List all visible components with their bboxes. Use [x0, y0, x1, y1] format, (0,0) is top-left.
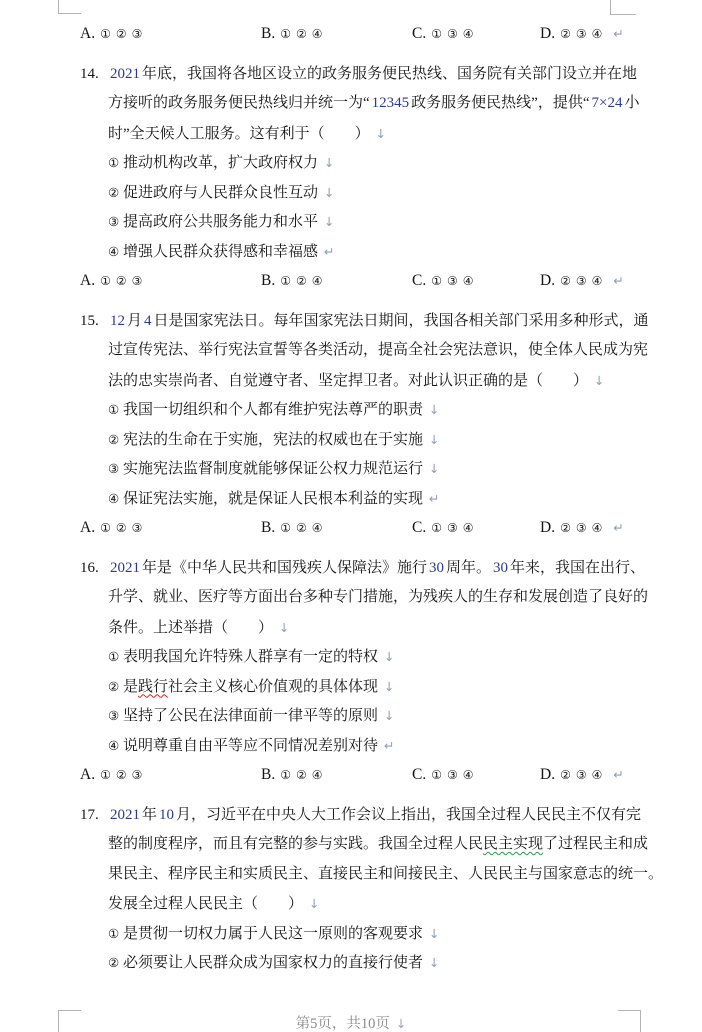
answer-choice-c — [412, 19, 540, 50]
stem-text: 法的忠实崇尚者、自觉遵守者、坚定捍卫者。对此认识正确的是（ ） — [108, 372, 589, 389]
choice-letter: D. — [540, 272, 556, 289]
answer-choice-c — [412, 513, 540, 544]
option-line — [108, 237, 625, 267]
answer-choice-c — [412, 266, 540, 297]
question-number: 14. — [80, 65, 99, 82]
option-text: ② 是践行社会主义核心价值观的具体体现 — [108, 678, 379, 695]
answer-choice-d — [540, 513, 625, 544]
option-line — [108, 395, 625, 425]
choice-letter: D. — [540, 766, 556, 783]
choice-numbers: ①③④ — [431, 274, 479, 288]
stem-line: 2021 年是《中华人民共和国残疾人保障法》施行 30 周年。 30 年来，我国在出行、 — [110, 559, 646, 576]
line-break-mark: ↓ — [428, 461, 440, 476]
page-number-text: 第5页，共10页 — [295, 1016, 390, 1032]
paragraph-mark: ↵ — [613, 520, 624, 535]
line-break-mark: ↓ — [383, 649, 395, 664]
page-footer — [0, 1014, 702, 1032]
line-break-mark: ↓ — [375, 125, 387, 141]
choice-numbers: ①②④ — [280, 27, 328, 41]
answer-row-q16 — [80, 760, 625, 790]
answer-choice-a — [80, 760, 261, 791]
stem-line: 2021 年 10 月，习近平在中央人大工作会议上指出，我国全过程人民民主不仅有完 — [110, 806, 642, 823]
stem-line — [108, 119, 625, 149]
answer-choice-b — [261, 266, 412, 297]
option-line — [108, 701, 625, 731]
choice-letter: B. — [261, 519, 276, 536]
answer-choice-a — [80, 266, 261, 297]
answer-choice-b — [261, 513, 412, 544]
choice-letter: A. — [80, 272, 96, 289]
answer-row-q15 — [80, 513, 625, 543]
question-17 — [80, 801, 664, 978]
answer-row-q14 — [80, 266, 625, 296]
choice-numbers: ②③④ — [560, 768, 608, 782]
choice-letter: A. — [80, 519, 96, 536]
option-line — [108, 207, 625, 237]
line-break-mark: ↓ — [395, 1016, 407, 1031]
option-line — [108, 454, 625, 484]
answer-choice-a — [80, 19, 261, 50]
option-text: ③ 提高政府公共服务能力和水平 — [108, 214, 318, 230]
option-text: ② 促进政府与人民群众良性互动 — [108, 184, 318, 201]
paragraph-mark: ↵ — [383, 737, 395, 753]
answer-choice-a — [80, 513, 261, 544]
paragraph-mark: ↵ — [428, 490, 440, 506]
paragraph-mark: ↵ — [613, 273, 624, 288]
choice-numbers: ①②③ — [100, 521, 148, 535]
question-14 — [80, 60, 640, 296]
option-text: ① 是贯彻一切权力属于人民这一原则的客观要求 — [108, 925, 423, 942]
option-text: ④ 保证宪法实施，就是保证人民根本利益的实现 — [108, 490, 423, 507]
line-break-mark: ↓ — [309, 896, 320, 911]
stem-line: 升学、就业、医疗等方面出台多种专门措施，为残疾人的生存和发展创造了良好的 — [108, 589, 649, 605]
question-number: 16. — [80, 559, 99, 576]
choice-numbers: ①②③ — [100, 274, 148, 288]
choice-numbers: ①②③ — [100, 27, 148, 41]
line-break-mark: ↓ — [428, 925, 440, 941]
stem-text: 时”全天候人工服务。这有利于（ ） — [108, 125, 370, 142]
choice-letter: A. — [80, 766, 96, 783]
choice-letter: C. — [412, 25, 427, 42]
option-line — [108, 148, 625, 178]
stem-text: 条件。上述举措（ ） — [108, 619, 274, 636]
line-break-mark: ↓ — [594, 372, 605, 388]
answer-choice-d — [540, 266, 625, 297]
crop-mark-top-right — [610, 0, 636, 15]
choice-letter: D. — [540, 25, 556, 42]
page-content — [80, 0, 664, 978]
option-line — [108, 731, 625, 761]
line-break-mark: ↓ — [323, 184, 335, 200]
question-number: 15. — [80, 312, 99, 329]
choice-letter: C. — [412, 766, 427, 783]
choice-numbers: ①③④ — [431, 27, 479, 41]
option-text: ④ 增强人民群众获得感和幸福感 — [108, 243, 318, 260]
choice-letter: B. — [261, 272, 276, 289]
option-text: ④ 说明尊重自由平等应不同情况差别对待 — [108, 737, 378, 754]
paragraph-mark: ↵ — [323, 243, 335, 259]
question-15 — [80, 307, 649, 543]
choice-numbers: ①②④ — [280, 768, 328, 782]
option-text: ① 推动机构改革，扩大政府权力 — [108, 155, 318, 171]
paragraph-mark: ↵ — [613, 26, 624, 41]
choice-letter: D. — [540, 519, 556, 536]
option-text: ③ 实施宪法监督制度就能够保证公权力规范运行 — [108, 461, 423, 477]
stem-line — [108, 366, 625, 396]
line-break-mark: ↓ — [384, 678, 395, 694]
choice-letter: C. — [412, 519, 427, 536]
answer-choice-d — [540, 19, 625, 50]
option-line — [108, 642, 625, 672]
option-line — [108, 178, 625, 208]
choice-numbers: ②③④ — [560, 274, 608, 288]
choice-letter: B. — [261, 766, 276, 783]
question-number: 17. — [80, 806, 99, 823]
stem-line — [108, 889, 625, 919]
option-line — [108, 484, 625, 514]
option-text: ② 必须要让人民群众成为国家权力的直接行使者 — [108, 955, 423, 971]
line-break-mark: ↓ — [428, 955, 440, 970]
paragraph-mark: ↵ — [613, 767, 624, 782]
stem-line: 12 月 4 日是国家宪法日。每年国家宪法日期间，我国各相关部门采用多种形式，通 — [110, 312, 649, 329]
line-break-mark: ↓ — [428, 431, 440, 447]
choice-letter: C. — [412, 272, 427, 289]
answer-choice-b — [261, 760, 412, 791]
choice-numbers: ①②③ — [100, 768, 148, 782]
stem-line: 整的制度程序，而且有完整的参与实践。我国全过程人民民主实现了过程民主和成 — [108, 836, 649, 852]
stem-line: 果民主、程序民主和实质民主、直接民主和间接民主、人民民主与国家意志的统一。 — [108, 865, 664, 882]
stem-line: 方接听的政务服务便民热线归并统一为“ 12345 政务服务便民热线”，提供“ 7×24 小 — [108, 95, 640, 111]
choice-numbers: ②③④ — [560, 27, 608, 41]
stem-text: 发展全过程人民民主（ ） — [108, 896, 304, 912]
option-line — [108, 672, 625, 702]
stem-line — [108, 613, 625, 643]
line-break-mark: ↓ — [323, 155, 335, 170]
option-line — [108, 948, 625, 978]
choice-numbers: ①②④ — [280, 521, 328, 535]
choice-letter: B. — [261, 25, 276, 42]
line-break-mark: ↓ — [323, 214, 335, 229]
option-text: ② 宪法的生命在于实施，宪法的权威也在于实施 — [108, 431, 423, 448]
stem-line: 过宣传宪法、举行宪法宣誓等各类活动，提高全社会宪法意识，使全体人民成为宪 — [108, 342, 649, 358]
question-16 — [80, 554, 649, 790]
choice-numbers: ②③④ — [560, 521, 608, 535]
option-text: ① 我国一切组织和个人都有维护宪法尊严的职责 — [108, 402, 423, 418]
option-line — [108, 919, 625, 949]
answer-choice-d — [540, 760, 625, 791]
stem-line: 2021 年底，我国将各地区设立的政务服务便民热线、国务院有关部门设立并在地 — [110, 65, 638, 82]
choice-numbers: ①③④ — [431, 521, 479, 535]
option-text: ③ 坚持了公民在法律面前一律平等的原则 — [108, 708, 378, 724]
choice-numbers: ①②④ — [280, 274, 328, 288]
line-break-mark: ↓ — [383, 708, 395, 723]
choice-letter: A. — [80, 25, 96, 42]
option-line — [108, 425, 625, 455]
choice-numbers: ①③④ — [431, 768, 479, 782]
crop-mark-top-left — [58, 0, 81, 14]
line-break-mark: ↓ — [428, 402, 440, 417]
line-break-mark: ↓ — [279, 619, 290, 635]
answer-choice-c — [412, 760, 540, 791]
option-text: ① 表明我国允许特殊人群享有一定的特权 — [108, 649, 378, 665]
answer-row-q13 — [80, 19, 625, 49]
answer-choice-b — [261, 19, 412, 50]
